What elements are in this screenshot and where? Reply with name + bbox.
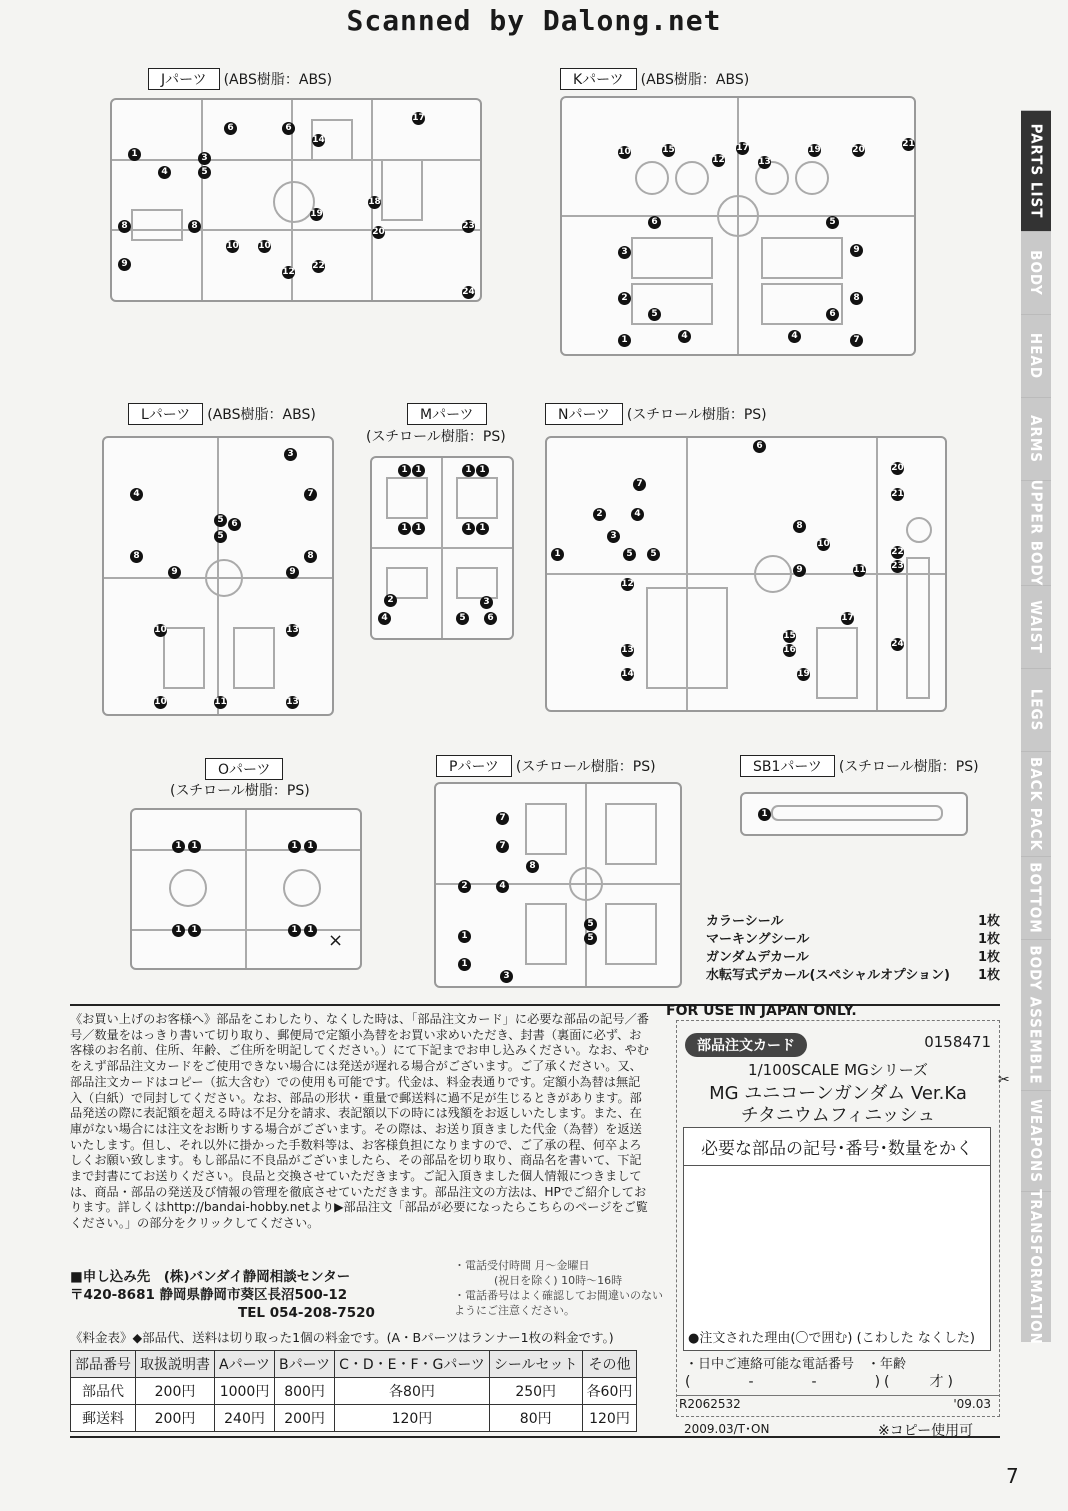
part-label-m xyxy=(407,403,487,425)
runner-o: 1 1 1 1 1 1 1 1 × xyxy=(130,808,362,970)
tab-upper-body[interactable]: UPPER BODY xyxy=(1021,480,1051,585)
scan-credit: Scanned by Dalong.net xyxy=(346,4,722,37)
order-reason: ●注文された理由(〇で囲む) (こわした なくした) xyxy=(688,1331,975,1346)
decal-row: ガンダムデカール 1枚 xyxy=(706,950,1000,965)
card-date: '09.03 xyxy=(953,1397,991,1411)
order-code: 0158471 xyxy=(924,1033,991,1051)
card-rule xyxy=(677,1395,999,1396)
part-label-n xyxy=(545,403,767,425)
part-name-o: Oパーツ xyxy=(205,758,283,780)
decal-row: マーキングシール 1枚 xyxy=(706,932,1000,947)
runner-sb1: 1 xyxy=(740,792,968,836)
part-name-m: Mパーツ xyxy=(407,403,487,425)
customer-notice: 《お買い上げのお客様へ》部品をこわしたり、なくした時は、「部品注文カード」に必要な部品の記号／番号／数量をはっきり書いて切り取り、郵便局で定額小為替をお買い求めいただき、封書（裏面に必ず、お客様のお名前、住所、年齢、ご住所を明記してください。）にて下記までお申し込みください。なお、やむをえず部品注文カードをご使用できない場合には発送が遅れる場合がございます。ご了承ください。又、部品注文カードはコピー（拡大含む）での使用も可能です。代金は、料金表通りです。定額小為替は無記入（白紙）で同封してください。なお、部品の形状・重量で郵送料に過不足が生じるときがあります。部品発送の際に表記額を超える時は不足分を請求、表記額以下の時には残額をお返しいたします。また、在庫がない場合には注文をお断りする場合がございます。その際は、お送り頂きました代金（為替）を返送いたします。但し、それ以外に掛かった手数料等は、お客様負担になりますので、ご了承の程、何卒よろしくお願い致します。もし部品に不良品がございましたら、その部品を切り取り、商品名を書いて、下記まで封書にてお送りください。良品と交換させていただきます。ご記入頂きました個人情報につきましては、商品・部品の発送及び情報の管理を徹底させていただきます。部品注文の方法は、HPでご紹介しております。詳しくはhttp://bandai-hobby.netより▶部品注文「部品が必要になったらこちらのページをご覧ください。」の部分をクリックしてください。 xyxy=(70,1012,649,1231)
runner-n-diagram xyxy=(547,438,945,710)
order-entry-box[interactable] xyxy=(683,1127,991,1351)
part-material-j: (ABS樹脂：ABS) xyxy=(223,72,333,88)
order-card-tag: 部品注文カード xyxy=(685,1033,807,1057)
runner-k: 10 15 12 17 13 19 20 21 6 5 3 9 2 8 5 6 1 4 4 7 xyxy=(560,96,916,356)
print-code: 2009.03/T･ON xyxy=(684,1422,770,1436)
decal-row: 水転写式デカール(スペシャルオプション) 1枚 xyxy=(706,968,1000,983)
phone-blank[interactable]: ( - - )( 才) xyxy=(685,1374,957,1390)
order-instruction: 必要な部品の記号･番号･数量をかく xyxy=(684,1128,990,1166)
section-divider xyxy=(70,1004,1000,1006)
part-material-m: (スチロール樹脂：PS) xyxy=(366,429,506,445)
tab-body-assemble[interactable]: BODY ASSEMBLE xyxy=(1021,939,1051,1090)
tab-head[interactable]: HEAD xyxy=(1021,314,1051,397)
runner-p: 7 7 8 2 4 1 1 5 5 3 xyxy=(434,782,682,988)
part-label-sb1 xyxy=(740,755,979,777)
part-material-p: (スチロール樹脂：PS) xyxy=(515,759,656,775)
runner-l: 4 5 6 5 3 7 8 8 9 9 10 13 10 11 13 xyxy=(102,436,334,716)
fee-table-header: 部品番号 取扱説明書 Aパーツ Bパーツ C・D・E・F・Gパーツ シールセット その他 xyxy=(71,1351,637,1378)
runner-n: 1 2 3 4 5 5 6 7 8 9 10 11 12 13 14 15 16 17 19 20 21 22 23 24 xyxy=(545,436,947,712)
card-ref: R2062532 xyxy=(679,1397,741,1411)
tab-body[interactable]: BODY xyxy=(1021,231,1051,314)
runner-sb1-diagram xyxy=(742,794,966,834)
product-series: 1/100SCALE MGシリーズ xyxy=(748,1061,928,1079)
runner-p-diagram xyxy=(436,784,680,986)
copy-ok-note: ※コピー使用可 xyxy=(878,1423,974,1439)
tab-transformation[interactable]: TRANSFORMATION xyxy=(1021,1191,1051,1342)
tab-weapons[interactable]: WEAPONS xyxy=(1021,1090,1051,1191)
use-notice: FOR USE IN JAPAN ONLY. xyxy=(666,1003,857,1019)
tab-legs[interactable]: LEGS xyxy=(1021,668,1051,751)
decal-row: カラーシール 1枚 xyxy=(706,914,1000,929)
side-tabs xyxy=(1021,110,1051,1345)
footer-rule xyxy=(70,1436,1000,1438)
phone-label: ・日中ご連絡可能な電話番号 ・年齢 xyxy=(685,1357,907,1372)
scissors-icon: ✂ xyxy=(998,1072,1010,1088)
part-label-k xyxy=(560,68,749,90)
part-label-o xyxy=(205,758,283,780)
runner-j-diagram xyxy=(112,100,480,300)
tab-waist[interactable]: WAIST xyxy=(1021,585,1051,668)
part-name-j: Jパーツ xyxy=(148,68,220,90)
part-name-p: Pパーツ xyxy=(436,755,512,777)
contact-address: ■申し込み先 (株)バンダイ静岡相談センター 〒420-8681 静岡県静岡市葵区長沼500-12 TEL 054-208-7520 xyxy=(70,1269,375,1321)
part-material-sb1: (スチロール樹脂：PS) xyxy=(838,759,979,775)
decal-list xyxy=(706,910,1000,982)
page-number: 7 xyxy=(1006,1464,1019,1488)
part-material-l: (ABS樹脂：ABS) xyxy=(207,407,316,423)
fee-table xyxy=(70,1350,637,1432)
part-label-j xyxy=(148,68,332,90)
tab-arms[interactable]: ARMS xyxy=(1021,397,1051,480)
runner-m-diagram xyxy=(372,458,512,638)
product-name: MG ユニコーンガンダム Ver.Ka xyxy=(709,1083,967,1104)
order-card[interactable] xyxy=(676,1020,1000,1417)
part-label-p xyxy=(436,755,656,777)
fee-table-title: 《料金表》◆部品代、送料は切り取った1個の料金です。(A・Bパーツはランナー1枚の料金です。) xyxy=(70,1330,614,1345)
tab-parts-list[interactable]: PARTS LIST xyxy=(1021,110,1051,231)
phone-hours: ・電話受付時間 月～金曜日 (祝日を除く) 10時～16時 ・電話番号はよく確認してお間違いのないようにご注意ください。 xyxy=(454,1259,663,1317)
part-name-k: Kパーツ xyxy=(560,68,637,90)
part-label-l xyxy=(128,403,316,425)
runner-k-diagram xyxy=(562,98,914,354)
part-material-k: (ABS樹脂：ABS) xyxy=(640,72,750,88)
part-material-o: (スチロール樹脂：PS) xyxy=(170,783,310,799)
part-material-n: (スチロール樹脂：PS) xyxy=(626,407,767,423)
part-name-l: Lパーツ xyxy=(128,403,203,425)
table-row: 部品代 200円 1000円 800円 各80円 250円 各60円 xyxy=(71,1378,637,1405)
fee-table-wrap xyxy=(70,1350,637,1432)
product-finish: チタニウムフィニッシュ xyxy=(740,1105,936,1126)
runner-m: 1 1 1 1 1 1 1 1 2 3 4 5 6 xyxy=(370,456,514,640)
tab-back-pack[interactable]: BACK PACK xyxy=(1021,751,1051,856)
runner-j: 1 4 3 5 6 6 8 8 10 10 14 17 18 19 20 23 9 12 22 24 xyxy=(110,98,482,302)
part-name-n: Nパーツ xyxy=(545,403,623,425)
tab-bottom[interactable]: BOTTOM xyxy=(1021,856,1051,939)
part-name-sb1: SB1パーツ xyxy=(740,755,835,777)
table-row: 郵送料 200円 240円 200円 120円 80円 120円 xyxy=(71,1405,637,1432)
runner-o-diagram xyxy=(132,810,360,968)
cross-mark: × xyxy=(328,930,344,951)
